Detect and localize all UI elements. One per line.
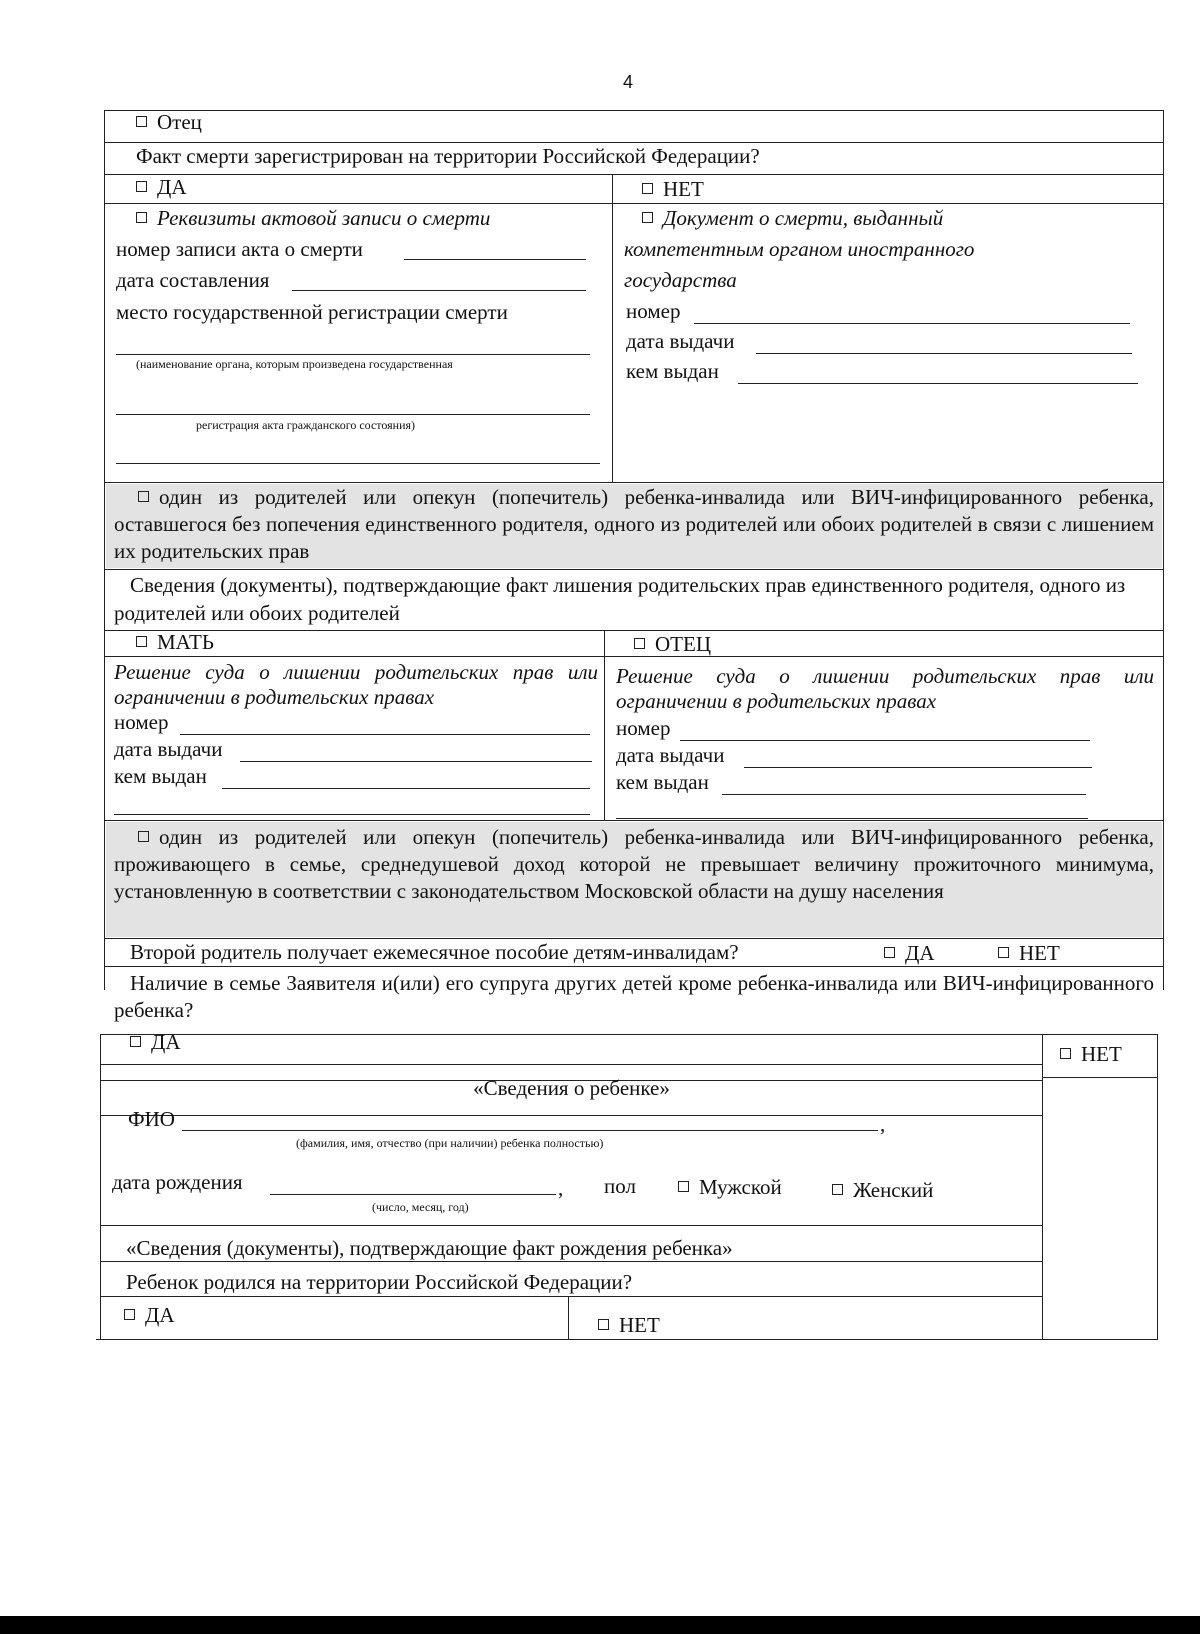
checkbox-death-rf-no[interactable] <box>642 183 653 194</box>
birth-date-field[interactable] <box>270 1194 556 1195</box>
born-rf-no[interactable]: НЕТ <box>598 1313 660 1338</box>
income-option[interactable]: один из родителей или опекун (попечитель) ребенка-инвалида или ВИЧ-инфицированного ребенка, проживающего в семье, среднедушевой доход которой не превышает величину прожиточного минимума, установленную в соответствии с законодательством Московской области на душу населения <box>114 825 1154 903</box>
father-number-label: номер <box>616 716 671 740</box>
father-court-decision: Решение суда о лишении родительских прав или ограничении в родительских правах <box>616 664 1154 713</box>
mother-issue-date-label: дата выдачи <box>114 737 223 761</box>
checkbox-death-record[interactable] <box>136 212 147 223</box>
father-number-field[interactable] <box>680 740 1090 741</box>
foreign-issue-date-label: дата выдачи <box>626 329 735 353</box>
foreign-issue-date-field[interactable] <box>756 353 1132 354</box>
father-option-2[interactable]: ОТЕЦ <box>634 632 711 657</box>
sex-male[interactable]: Мужской <box>678 1175 782 1200</box>
other-children-no[interactable]: НЕТ <box>1060 1042 1122 1067</box>
sex-label: пол <box>604 1174 636 1198</box>
checkbox-death-rf-yes[interactable] <box>136 181 147 192</box>
checkbox-second-parent-yes[interactable] <box>884 947 895 958</box>
foreign-doc-title-3: государства <box>624 268 737 292</box>
foreign-issued-by-label: кем выдан <box>626 359 719 383</box>
checkbox-male[interactable] <box>678 1181 689 1192</box>
fio-field[interactable] <box>182 1130 878 1131</box>
checkbox-other-children-yes[interactable] <box>130 1036 141 1047</box>
registration-place-field-3[interactable] <box>116 463 600 464</box>
mother-number-label: номер <box>114 710 169 734</box>
checkbox-foreign-doc[interactable] <box>642 212 653 223</box>
record-number-label: номер записи акта о смерти <box>116 237 363 261</box>
father-issued-by-field-2[interactable] <box>616 818 1088 819</box>
born-in-rf-question: Ребенок родился на территории Российской Федерации? <box>126 1270 633 1294</box>
sex-female[interactable]: Женский <box>832 1178 933 1203</box>
scan-bottom-edge <box>0 1616 1200 1634</box>
checkbox-female[interactable] <box>832 1184 843 1195</box>
mother-issued-by-label: кем выдан <box>114 764 207 788</box>
mother-issue-date-field[interactable] <box>240 761 592 762</box>
foreign-issued-by-field[interactable] <box>738 383 1138 384</box>
born-rf-yes[interactable]: ДА <box>124 1303 175 1328</box>
death-record-title[interactable]: Реквизиты актовой записи о смерти <box>136 206 490 231</box>
death-rf-no[interactable]: НЕТ <box>642 177 704 202</box>
checkbox-father-2[interactable] <box>634 638 645 649</box>
birth-date-label: дата рождения <box>112 1170 243 1194</box>
checkbox-second-parent-no[interactable] <box>998 947 1009 958</box>
birth-date-comma: , <box>558 1176 564 1200</box>
birth-docs-title: «Сведения (документы), подтверждающие факт рождения ребенка» <box>126 1236 733 1260</box>
child-section-title: «Сведения о ребенке» <box>473 1076 670 1100</box>
second-parent-no[interactable]: НЕТ <box>998 941 1060 966</box>
other-children-yes[interactable]: ДА <box>130 1030 181 1055</box>
death-rf-yes[interactable]: ДА <box>136 175 187 200</box>
fio-label: ФИО <box>128 1107 175 1131</box>
second-parent-yes[interactable]: ДА <box>884 941 935 966</box>
second-parent-question: Второй родитель получает ежемесячное пособие детям-инвалидам? <box>130 940 739 964</box>
father-option[interactable]: Отец <box>136 110 202 135</box>
date-compiled-label: дата составления <box>116 268 270 292</box>
registration-place-field[interactable] <box>116 354 590 355</box>
registration-place-hint: (наименование органа, которым произведена государственная <box>136 357 453 371</box>
checkbox-mother[interactable] <box>136 636 147 647</box>
mother-option[interactable]: МАТЬ <box>136 630 214 655</box>
fio-hint: (фамилия, имя, отчество (при наличии) ребенка полностью) <box>296 1136 604 1150</box>
mother-court-decision: Решение суда о лишении родительских прав или ограничении в родительских правах <box>114 660 598 709</box>
checkbox-deprivation[interactable] <box>138 491 149 502</box>
mother-issued-by-field-2[interactable] <box>114 814 590 815</box>
fio-comma: , <box>880 1112 886 1136</box>
checkbox-born-rf-no[interactable] <box>598 1319 609 1330</box>
birth-date-hint: (число, месяц, год) <box>372 1200 469 1214</box>
page-number: 4 <box>622 72 633 92</box>
father-issue-date-label: дата выдачи <box>616 743 725 767</box>
foreign-number-field[interactable] <box>694 323 1130 324</box>
foreign-doc-title[interactable]: Документ о смерти, выданный <box>642 206 943 231</box>
death-registered-question: Факт смерти зарегистрирован на территории Российской Федерации? <box>136 144 760 168</box>
registration-place-hint-2: регистрация акта гражданского состояния) <box>196 418 416 432</box>
registration-place-label: место государственной регистрации смерти <box>116 300 508 324</box>
record-number-field[interactable] <box>404 259 586 260</box>
checkbox-other-children-no[interactable] <box>1060 1048 1071 1059</box>
checkbox-father[interactable] <box>136 116 147 127</box>
father-issued-by-field[interactable] <box>722 794 1086 795</box>
deprivation-option[interactable]: один из родителей или опекун (попечитель) ребенка-инвалида или ВИЧ-инфицированного ребенка, оставшегося без попечения единственного родителя, одного из родителей или обоих родителей в связи с лишением их родительских прав <box>114 485 1154 563</box>
deprivation-docs-title: Сведения (документы), подтверждающие факт лишения родительских прав единственного родителя, одного из родителей или обоих родителей <box>114 573 1126 625</box>
checkbox-income[interactable] <box>138 831 149 842</box>
checkbox-born-rf-yes[interactable] <box>124 1309 135 1320</box>
mother-issued-by-field[interactable] <box>222 788 590 789</box>
other-children-question: Наличие в семье Заявителя и(или) его супруга других детей кроме ребенка-инвалида или ВИЧ-инфицированного ребенка? <box>114 971 1154 1022</box>
registration-place-field-2[interactable] <box>116 414 590 415</box>
mother-number-field[interactable] <box>180 734 590 735</box>
foreign-number-label: номер <box>626 299 681 323</box>
date-compiled-field[interactable] <box>292 290 586 291</box>
father-issued-by-label: кем выдан <box>616 770 709 794</box>
foreign-doc-title-2: компетентным органом иностранного <box>624 237 975 261</box>
father-issue-date-field[interactable] <box>744 767 1092 768</box>
